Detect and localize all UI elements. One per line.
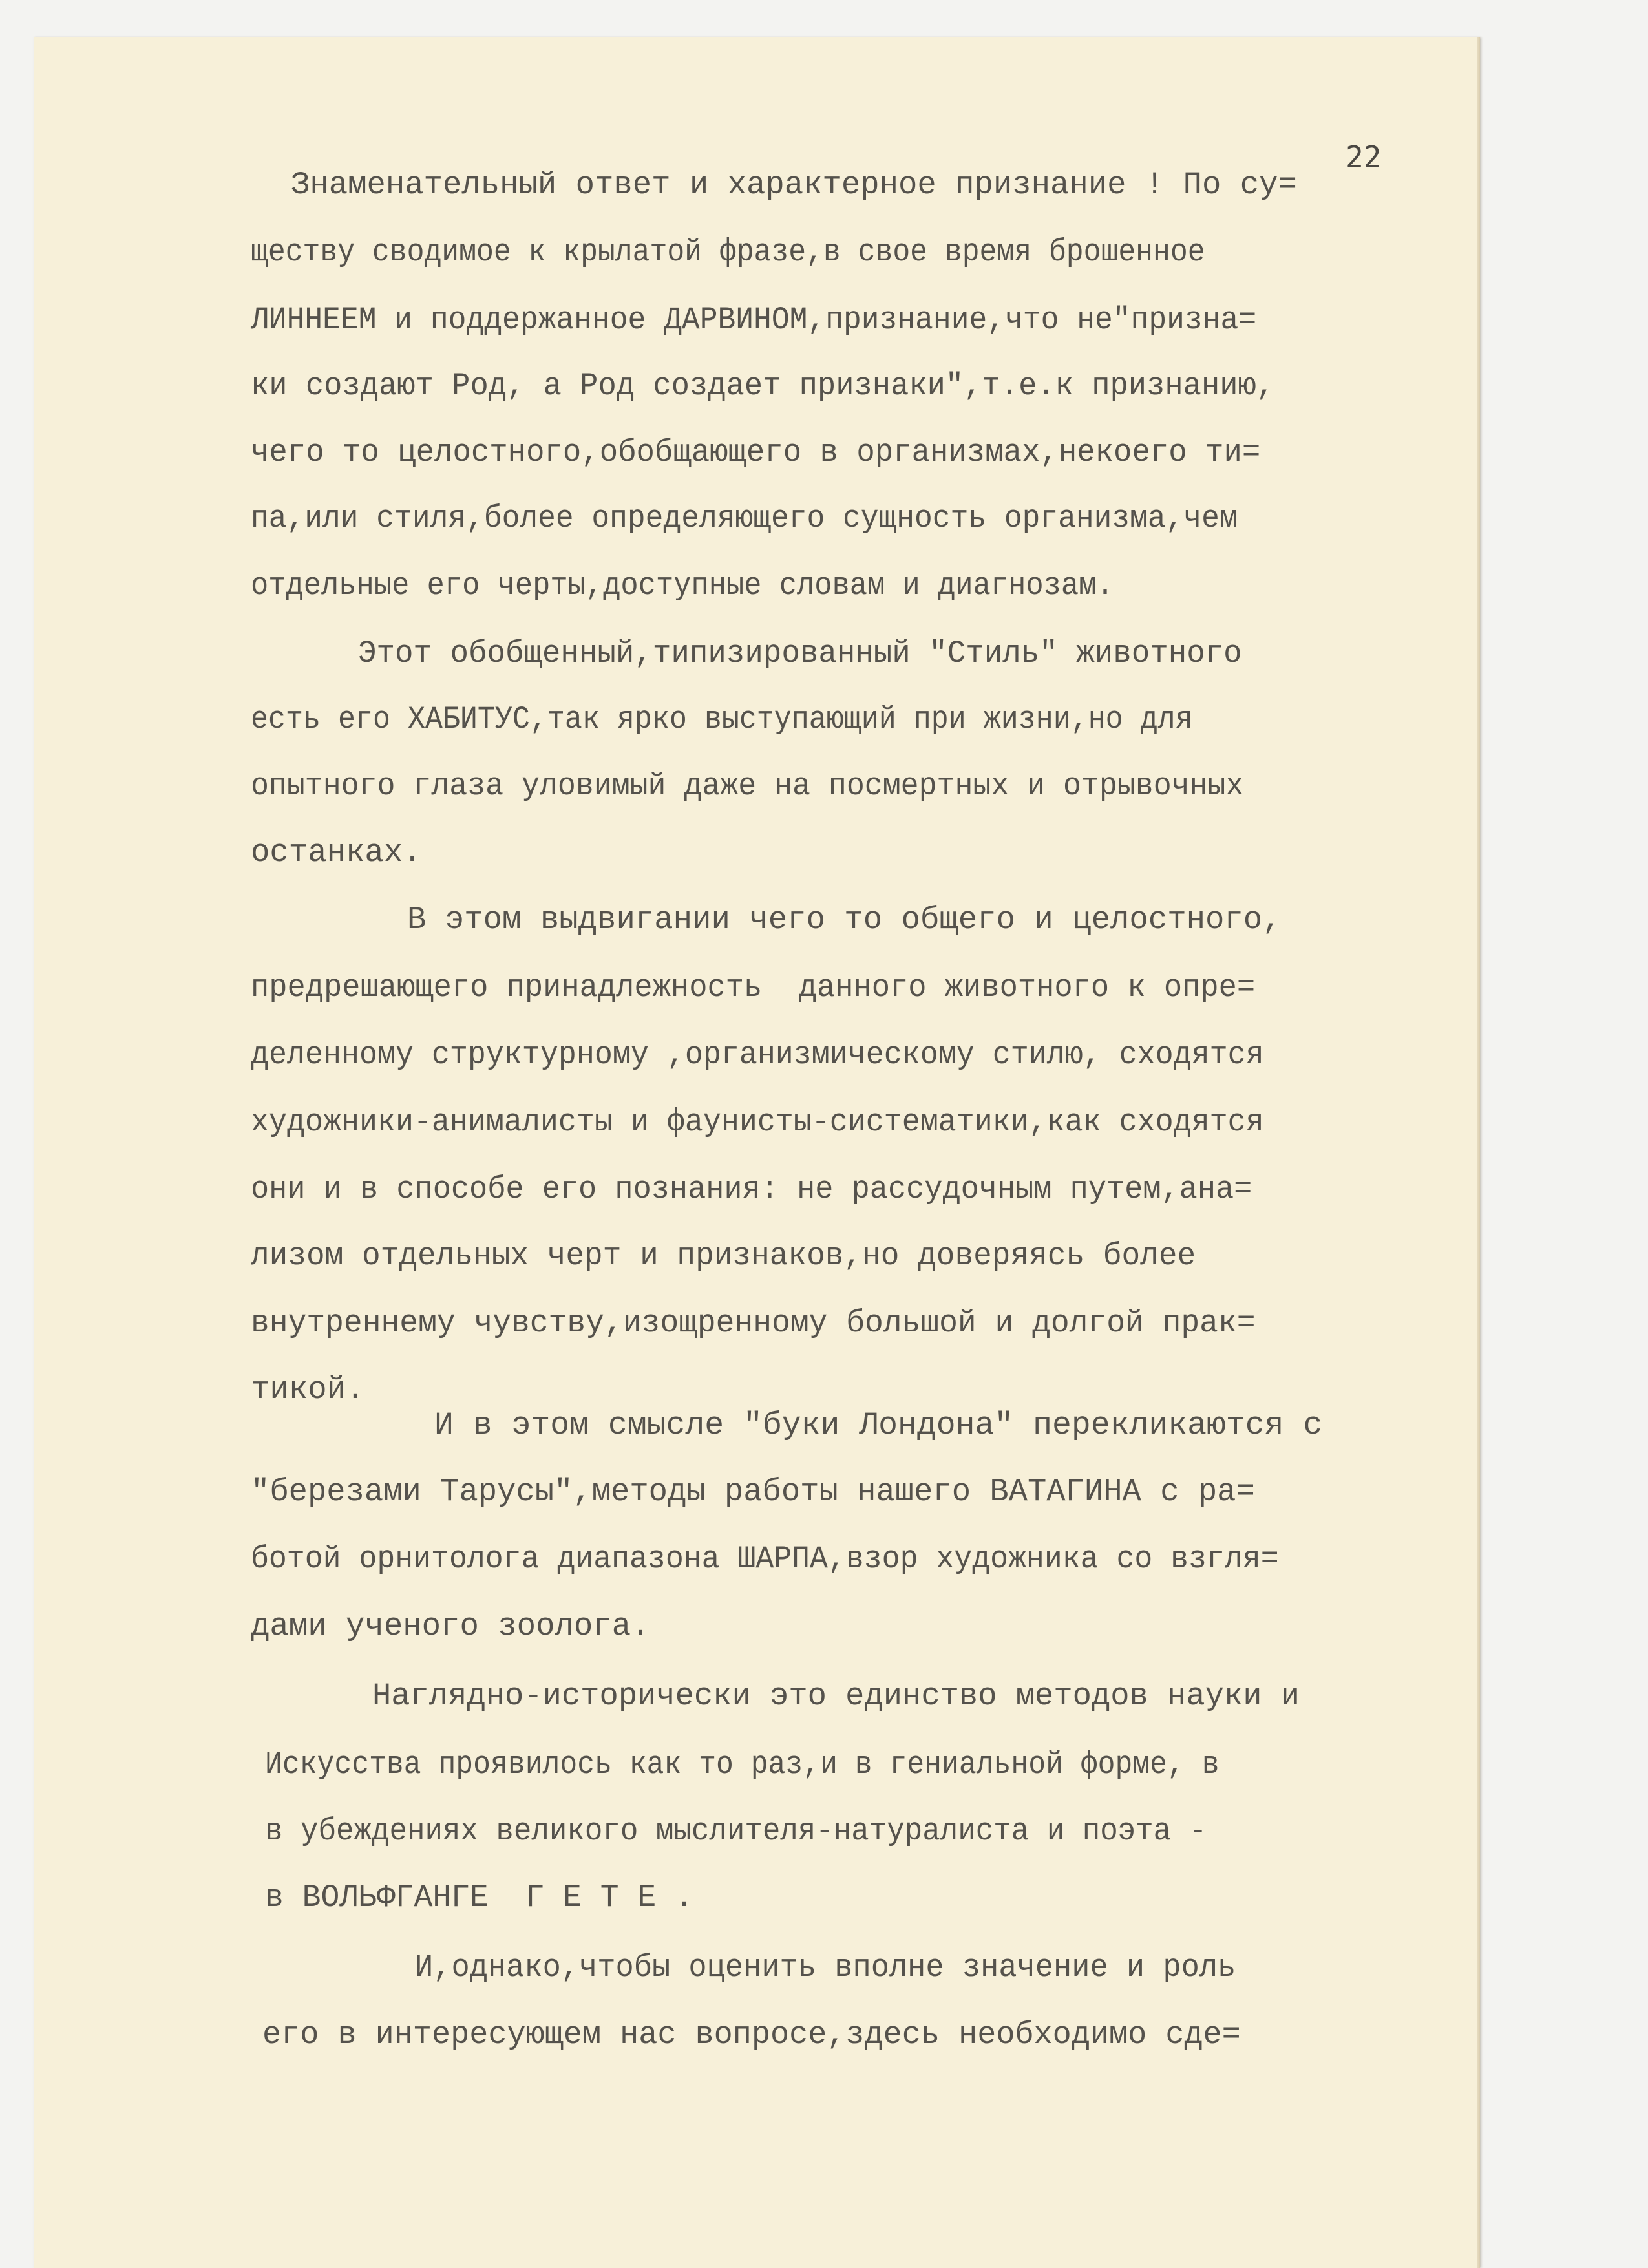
text-line: они и в способе его познания: не рассудочным путем,ана= (251, 1171, 1252, 1207)
text-line: внутреннему чувству,изощренному большой и долгой прак= (251, 1305, 1256, 1341)
text-line: дами ученого зоолога. (251, 1608, 650, 1644)
text-line: опытного глаза уловимый даже на посмертных и отрывочных (251, 768, 1244, 804)
text-line: Знаменательный ответ и характерное признание ! По су= (291, 167, 1297, 203)
text-line: в убеждениях великого мыслителя-натуралиста и поэта - (265, 1813, 1207, 1849)
text-line: тикой. (251, 1372, 365, 1408)
text-line: в ВОЛЬФГАНГЕ Г Е Т Е . (265, 1880, 693, 1916)
text-line: деленному структурному ,организмическому стилю, сходятся (251, 1037, 1264, 1073)
text-line: есть его ХАБИТУС,так ярко выступающий при жизни,но для (251, 701, 1193, 737)
text-line: Искусства проявилось как то раз,и в гениальной форме, в (265, 1746, 1220, 1783)
text-line: предрешающего принадлежность данного животного к опре= (251, 970, 1256, 1006)
text-line: И в этом смысле "буки Лондона" перекликаются с (434, 1407, 1323, 1443)
text-line: ботой орнитолога диапазона ШАРПА,взор художника со взгля= (251, 1541, 1279, 1577)
text-line: художники-анималисты и фаунисты-систематики,как сходятся (251, 1104, 1264, 1140)
text-line: па,или стиля,более определяющего сущность организма,чем (251, 500, 1238, 536)
text-line: "березами Тарусы",методы работы нашего ВАТАГИНА с ра= (251, 1474, 1255, 1510)
page-number: 22 (1346, 140, 1382, 175)
text-line: И,однако,чтобы оценить вполне значение и роль (415, 1949, 1236, 1986)
text-line: чего то целостного,обобщающего в организмах,некоего ти= (251, 434, 1261, 471)
text-line: ки создают Род, а Род создает признаки",т.е.к признанию, (251, 368, 1275, 404)
text-line: останках. (251, 834, 422, 871)
text-line: лизом отдельных черт и признаков,но доверяясь более (251, 1238, 1196, 1274)
text-line: его в интересующем нас вопросе,здесь необходимо сде= (262, 2017, 1241, 2053)
text-line: В этом выдвигании чего то общего и целостного, (407, 902, 1282, 938)
text-line: ществу сводимое к крылатой фразе,в свое время брошенное (251, 234, 1205, 270)
text-line: отдельные его черты,доступные словам и диагнозам. (251, 567, 1114, 604)
text-line: Наглядно-исторически это единство методов науки и (372, 1678, 1300, 1714)
typewritten-page (34, 37, 1480, 2268)
text-line: ЛИННЕЕМ и поддержанное ДАРВИНОМ,признание,что не"призна= (251, 302, 1257, 338)
text-line: Этот обобщенный,типизированный "Стиль" животного (358, 635, 1242, 672)
